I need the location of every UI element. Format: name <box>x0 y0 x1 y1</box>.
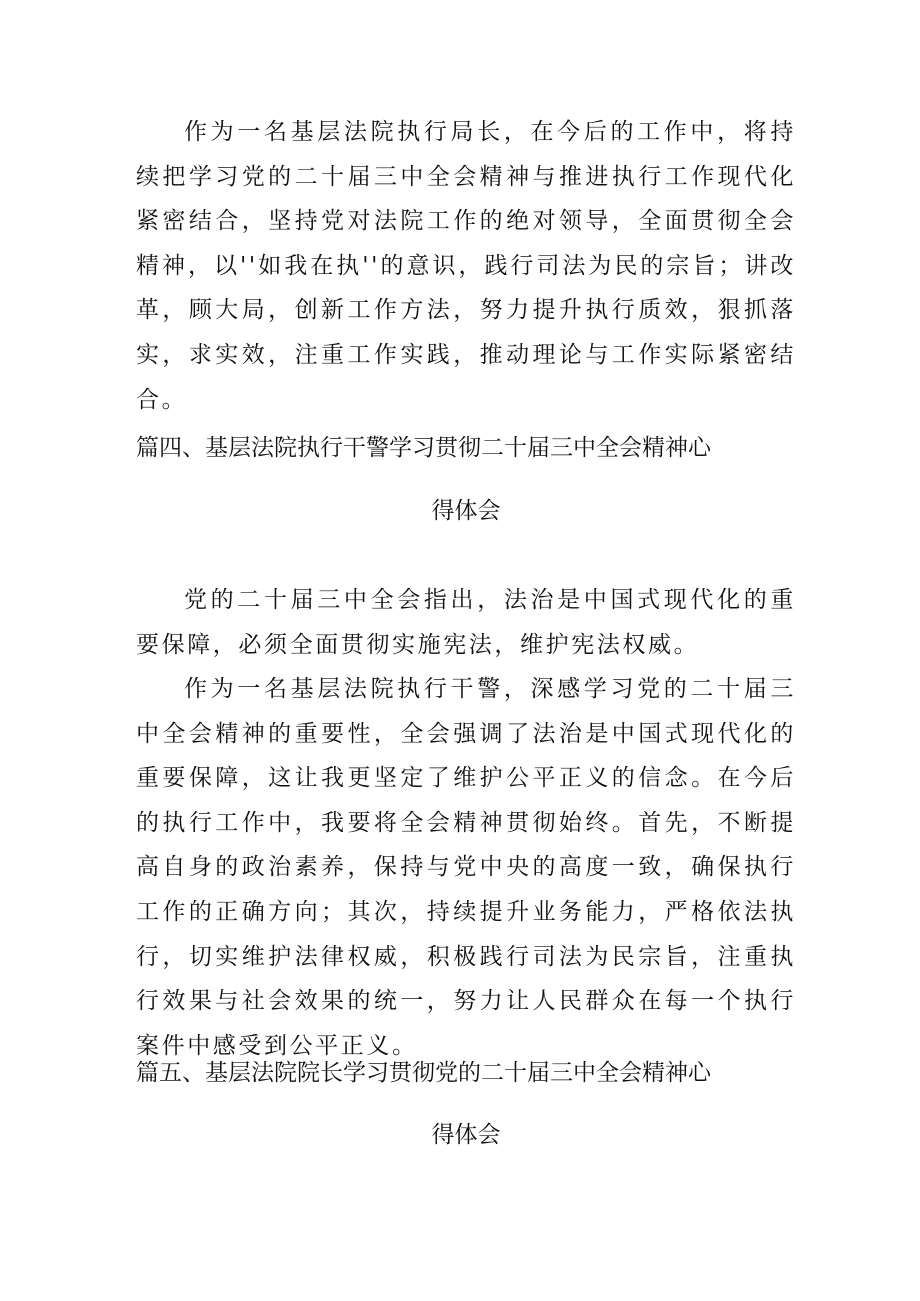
section-5-title-line-2: 得体会 <box>431 1122 501 1148</box>
section-4-title-line-1: 篇四、基层法院执行干警学习贯彻二十届三中全会精神心 <box>136 435 711 461</box>
section-4-title-line-2: 得体会 <box>431 498 501 524</box>
paragraph-executive-director-conclusion: 作为一名基层法院执行局长，在今后的工作中，将持续把学习党的二十届三中全会精神与推进执行工作现代化紧密结合，坚持党对法院工作的绝对领导，全面贯彻全会精神，以''如我在执''的意识，践行司法为民的宗旨；讲改革，顾大局，创新工作方法，努力提升执行质效，狠抓落实，求实效，注重工作实践，推动理论与工作实际紧密结合。 <box>136 119 796 413</box>
section-4-paragraph-1: 党的二十届三中全会指出，法治是中国式现代化的重要保障，必须全面贯彻实施宪法，维护宪法权威。 <box>136 587 796 658</box>
section-4-paragraph-2: 作为一名基层法院执行干警，深感学习党的二十届三中全会精神的重要性，全会强调了法治是中国式现代化的重要保障，这让我更坚定了维护公平正义的信念。在今后的执行工作中，我要将全会精神贯彻始终。首先，不断提高自身的政治素养，保持与党中央的高度一致，确保执行工作的正确方向；其次，持续提升业务能力，严格依法执行，切实维护法律权威，积极践行司法为民宗旨，注重执行效果与社会效果的统一，努力让人民群众在每一个执行案件中感受到公平正义。 <box>136 676 796 1059</box>
section-5-title-line-1: 篇五、基层法院院长学习贯彻党的二十届三中全会精神心 <box>136 1060 711 1086</box>
